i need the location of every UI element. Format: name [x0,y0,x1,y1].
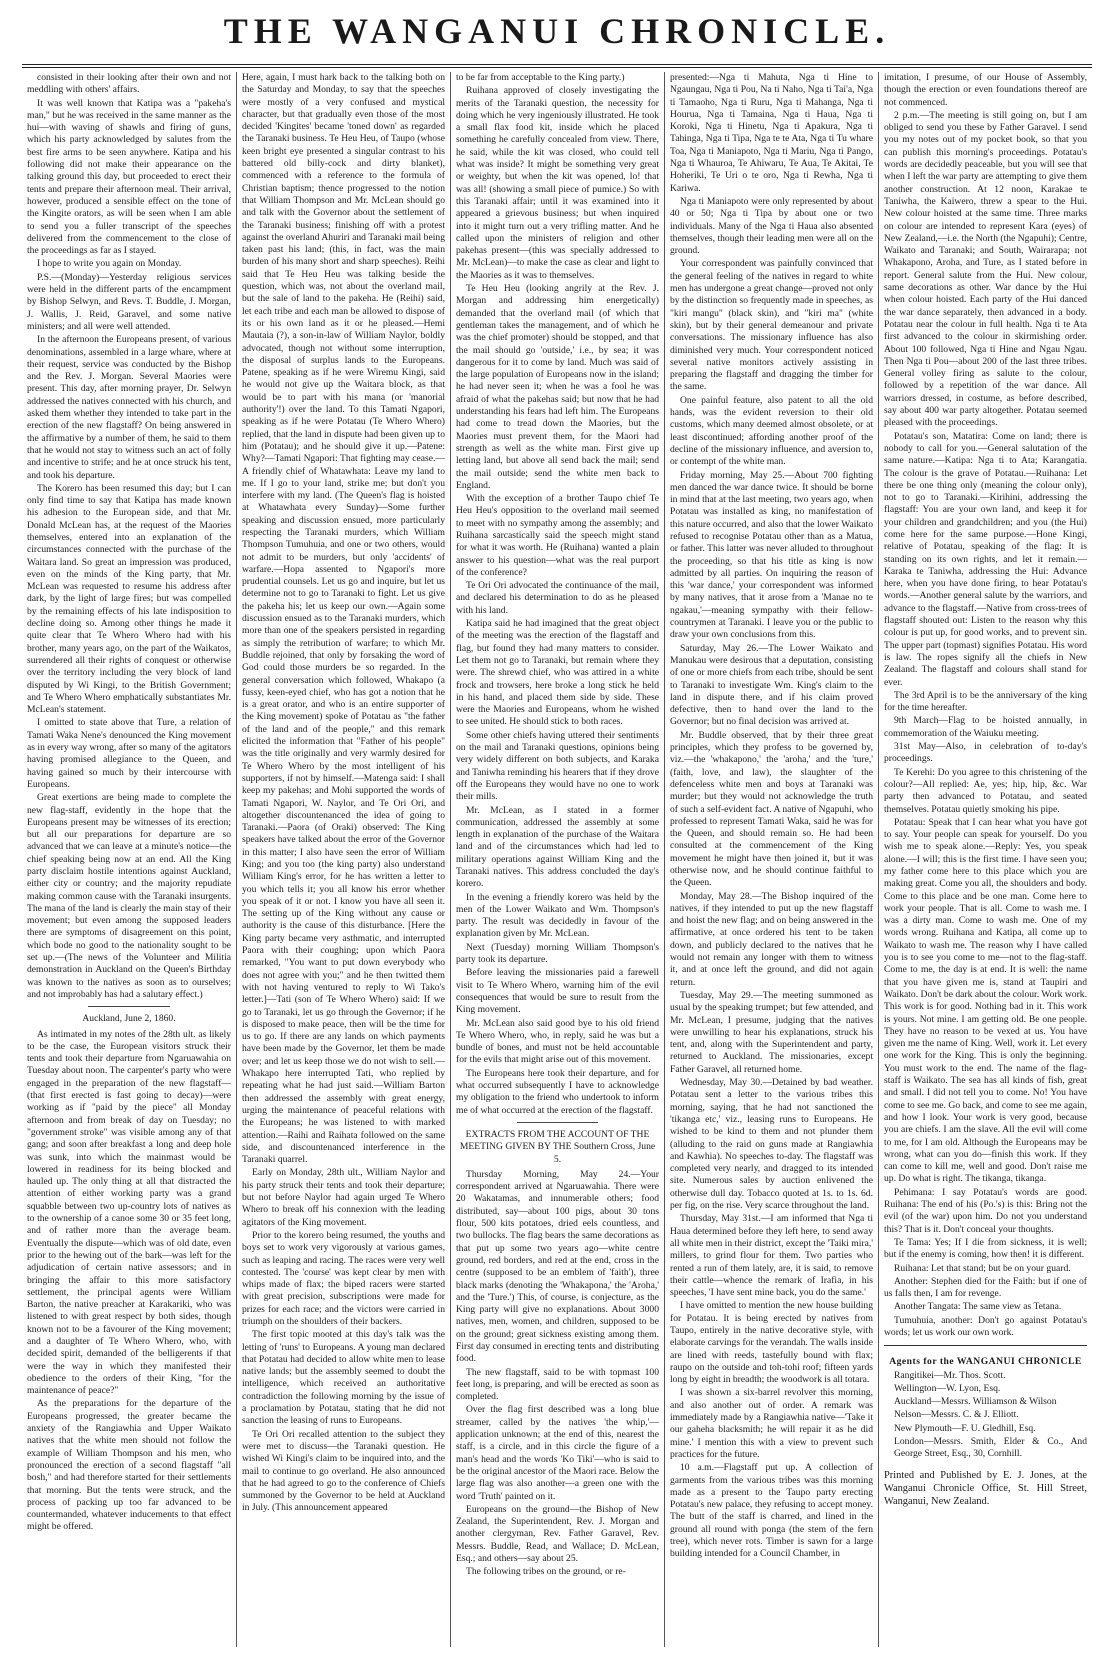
article-paragraph: Te Tama: Yes; If I die from sickness, it is well; but if the enemy is coming, how then! it is different. [884,1236,1087,1261]
masthead [0,10,1114,52]
article-paragraph: Te Ori Ori recalled attention to the subject they were met to discuss—the Taranaki question. He wished Wi Kingi's claim to be inquired into, and the mail to continue to go overland. He also announced that he had agreed to go to the conference of Chiefs summoned by the Governor to be held at Auckland in July. (This announcement appeared [242,1428,445,1514]
article-paragraph: Mr. McLean, as I stated in a former communication, addressed the assembly at some length in explanation of the purchase of the Waitara land and of the circumstances which had led to military operations against William King and the Taranaki natives. This address concluded the day's korero. [456,804,659,890]
article-paragraph: Friday morning, May 25.—About 700 fighting men danced the war dance twice. It should be borne in mind that at the last meeting, two years ago, when Potatau was installed as king, no manifestation of this nature occurred, and also that the lower Waikato refused to recognise Potatau other than as a Matua, or father. This latter was never alluded to throughout the proceeding, so that his title as king is now admitted by all parties. On inquiring the reason of this 'war dance,' your correspondent was informed by many natives, that it arose from a 'Manae no te ngakau,'—meaning sympathy with their fellow-countrymen at Taranaki. I leave you or the public to draw your own conclusions from this. [670,469,873,641]
article-paragraph: Great exertions are being made to complete the new flag-staff, evidently in the hope that the Europeans present may be witnesses of its erection; but all our preparations for departure are so advanced that we can leave at a minute's notice—the chief speaking being now at an end. All the King party disclaim hostile intentions against Auckland, either city or country; and the majority repudiate making common cause with the Taranaki insurgents. The mana of the land is clearly the main stay of their movement; but even among the supposed leaders there are symptoms of disagreement on this point, which bode no good to the nationality sought to be set up.—(The news of the Volunteer and Militia demonstration in Auckland on the Queen's Birthday was known to the natives as soon as to ourselves; and not improbably has had a salutary effect.) [27,792,231,1000]
agent-entry: Wellington—W. Lyon, Esq. [894,1382,1001,1394]
article-paragraph: Another: Stephen died for the Faith: but if one of us falls then, I am for revenge. [884,1275,1087,1300]
article-paragraph: One painful feature, also patent to all the old hands, was the evident reversion to their old customs, which many deemed almost obsolete, or at least discontinued; affording another proof of the decline of the missionary influence, and aversion to, or contempt of the white man. [670,394,873,468]
article-paragraph: As intimated in my notes of the 28th ult. as likely to be the case, the European visitors struck their tents and took their departure from Ngaruawahia on Tuesday about noon. The carpenter's party who were engaged in the preparation of the new flagstaff—(that first erected is fast going to decay)—were working as if "paid by the piece" all Monday afternoon and from break of day on Tuesday; no "government stroke" was visible among any of that gang; and soon after breakfast a long and deep hole was sunk, into which the mainmast would be lowered in readiness for its being blocked and hauled up. The only thing at all that distracted the attention of either working party was a grand squabble between two up-country lots of natives as to the ownership of a canoe some 30 or 35 feet long, and of rather more than the average beam. Eventually the dispute—which was of old date, even prior to the hewing out of the bark—was left for the adjudication of certain native assessors; and in bringing the affair to this more satisfactory settlement, the principal agents were William Barton, the native preacher at Karakariki, who was listened to with great respect by both sides, though known not to be a favourer of the King movement; and a daughter of Te Whero Whero, who, with decided spirit, demanded of the belligerents if that were the way in which they manifested their obedience to the orders of their King, "for the maintenance of peace?" [27,1028,231,1397]
article-paragraph: Early on Monday, 28th ult., William Naylor and his party struck their tents and took their departure; but not before Naylor had again urged Te Whero Whero to break off his connexion with the leading agitators of the King movement. [242,1167,445,1228]
section-divider [517,1122,598,1123]
columns [22,72,1092,1647]
section-divider [88,1006,170,1007]
article-paragraph: Mr. Buddle observed, that by their three great principles, which they profess to be governed by, viz.—the 'whakapono,' the 'aroha,' and the 'ture,' (faith, love, and law), the slaughter of the defenceless white men and boys at Taranaki was murder; but they would not acknowledge the truth of such a self-evident fact. A native of Ngapuhi, who professed to represent Tamati Waka, said he was for the Queen, and should remain so. He had been consulted at the commencement of the King movement he might have then joined it, but it was otherwise now, and he should continue faithful to the Queen. [670,729,873,889]
agent-entry: Rangitikei—Mr. Thos. Scott. [894,1369,1006,1381]
article-paragraph: Tuesday, May 29.—The meeting summoned as usual by the speaking trumpet; but few attended, and Mr. McLean, I presume, judging that the natives were unwilling to hear his explanations, struck his tent, and, along with the Superintendent and party, returned to Auckland. The missionaries, except Father Garavel, all returned home. [670,989,873,1075]
article-paragraph: In the evening a friendly korero was held by the men of the Lower Waikato and Wm. Thompson's party. The result was decidedly in favour of the explanation given by Mr. McLean. [456,891,659,940]
article-paragraph: Te Kerehi: Do you agree to this christening of the colour?—All replied: Ae, yes; hip, hip, &c. War party then advanced to Potatau, and seated themselves. Potatau quietly smoking his pipe. [884,766,1087,815]
article-paragraph: 31st May—Also, in celebration of to-day's proceedings. [884,741,1087,765]
article-paragraph: Katipa said he had imagined that the great object of the meeting was the erection of the flagstaff and flag, but found they had many matters to consider. Let them not go to Taranaki, but remain where they were. The shrewd chief, who was attired in a white frock and trowsers, here broke a long stick he held in his hand, and placed them side by side. These were the Maories and Europeans, whom he wished to see united. He should stick to both races. [456,618,659,728]
article-paragraph: presented:—Nga ti Mahuta, Nga ti Hine to Ngaungau, Nga ti Pou, Na ti Naho, Nga ti Tai'a, Nga ti Tamaoho, Nga ti Ruru, Nga ti Mahanga, Nga ti Hourua, Nga ti Tamaina, Nga ti Haua, Nga ti Koroki, Nga ti Hinetu, Nga ti Apakura, Nga ti Tahinga, Nga ti Tipa, Nga te te Ata, Nga ti Tu whare Toa, Nga ti Maniapoto, Nga ti Mariu, Nga ti Pango, Nga ti Whauroa, Te Ahiwaru, Te Aua, Te Akitai, Te Hoheriki, Te Uri o te oro, Nga ti Rewha, Nga ti Kariwa. [670,72,873,194]
article-paragraph: Ruihana: Let that stand; but be on your guard. [894,1262,1071,1274]
newspaper-title: THE WANGANUI CHRONICLE. [223,11,891,51]
article-paragraph: Monday, May 28.—The Bishop inquired of the natives, if they intended to put up the new flagstaff and hoist the new flag; and on being answered in the affirmative, at once ordered his tent to be taken down, and publicly declared to the natives that he would not remain any longer with them to witness it, and at once left the ground, and did not again return. [670,890,873,988]
article-paragraph: Wednesday, May 30.—Detained by bad weather. Potatau sent a letter to the various tribes this morning, saying, that he had not sanctioned the 'tikanga etc,' viz., leasing runs to Europeans. He wished to be kind to them and not plunder them (alluding to the raid on guns made at Rangiawhia and Kawhia). No speeches to-day. The flagstaff was completed very nearly, and dragged to its intended site. Numerous sales by auction enlivened the otherwise dull day. Tobacco quoted at 1s. to 1s. 6d. per fig, on the rise. Very scarce throughout the land. [670,1077,873,1212]
article-paragraph: Potatau's son, Matatira: Come on land; there is nobody to call for you.—General salutation of the same nature.—Katipa: Nga ti to Ata; Karangatia. The colour is the grave of Potatau.—Ruihana: Let there be one thing only (meaning the colour only), not to go to Taranaki.—Kirihini, addressing the flagstaff: You are your own land, and keep it for your children and grandchildren; and you (the Hui) come here for the same purpose.—Hone Kingi, relative of Potatau, speaking of the flag: It is standing on its own rights, and let it remain.—Karaka te Taniwha, addressing the Hui: Advance here, when you have done firing, to hear Potatau's words.—Another general salute by the warriors, and advance to the flagstaff.—Native from cross-trees of flagstaff shouted out: Listen to the reason why this colour is put up, for good works, and to prevent sin. The upper part (topmast) signifies Potatau. His word is law. The ropes signify all the chiefs in New Zealand. The flagstaff and colours shall stand for ever. [884,430,1087,688]
article-paragraph: Before leaving the missionaries paid a farewell visit to Te Whero Whero, warning him of the evil consequences that would be sure to result from the King movement. [456,967,659,1016]
article-paragraph: Another Tangata: The same view as Tetana. [894,1301,1062,1313]
article-paragraph: Some other chiefs having uttered their sentiments on the mail and Taranaki questions, opinions being very widely different on both subjects, and Karaka and Taniwha reminding his hearers that if they drove off the Europeans they would have no one to work their mills. [456,729,659,803]
article-paragraph: The Korero has been resumed this day; but I can only find time to say that Katipa has made known his adhesion to the European side, and that Mr. Donald McLean has, at the request of the Maories themselves, entered into an explanation of the circumstances connected with the purchase of the Waitara land. So great an impression was produced, even on the minds of the King party, that Mr. McLean was requested to resume his address after dark, by the light of large fires; but was compelled by the remaining effects of his late indisposition to decline doing so. Among other things he made it quite clear that Te Whero Whero had with his brother, many years ago, on the part of the Waikatos, surrendered all their rights of conquest or otherwise over the territory including the very block of land disputed by Wi Kingi, to the British Government; and Te Whero Whero emphatically substantiates Mr. McLean's statement. [27,482,231,716]
agent-entry: Auckland—Messrs. Williamson & Wilson [894,1396,1057,1408]
article-paragraph: Next (Tuesday) morning William Thompson's party took its departure. [456,941,659,966]
section-heading: Auckland, June 2, 1860. [82,1013,176,1025]
article-paragraph: I omitted to state above that Ture, a relation of Tamati Waka Nene's denounced the King movement as in every way wrong, after so many of the agitators having promised allegiance to the Queen, and having gained so much by their intercourse with Europeans. [27,717,231,790]
article-paragraph: Tumuhuia, another: Don't go against Potatau's words; let us work our own work. [884,1314,1087,1338]
column-5 [878,72,1092,1647]
agent-entry: London—Messrs. Smith, Elder & Co., And George Street, Esq., 30, Cornhill. [894,1436,1087,1460]
column-2 [236,72,450,1647]
article-paragraph: Your correspondent was painfully convinced that the general feeling of the natives in regard to white men has undergone a great change—proved not only by the distinction so frequently made in speeches, as "kiri mangu" (black skin), and "kiri ma" (white skin), but by their general demeanour and private conversations. The missionary influence has also diminished very much. Your correspondent noticed several native monitors actively assisting in preparing the flagstaff and dragging the timber for the same. [670,258,873,393]
column-3 [450,72,664,1647]
article-paragraph: I was shown a six-barrel revolver this morning, and also another out of order. A remark was immediately made by a Rangiawhia native—'Take it our gaheha blacksmith; he will repair it as he did mine.' I mention this with a view to prevent such practices for the future. [670,1387,873,1460]
masthead-rule-double [22,67,1092,68]
article-paragraph: The Europeans here took their departure, and for what occurred subsequently I have to acknowledge my obligation to the friend who undertook to inform me of what occurred at the erection of the flagstaff. [456,1067,659,1116]
article-paragraph: Over the flag first described was a long blue streamer, called by the natives 'the whip,'—application unknown; at the end of this, nearest the staff, is a circle, and in this circle the figure of a man's head and the words 'Ko Tiki'—who is said to be the original ancestor of the Maori race. Below the large flag was also another—a green one with the word 'Truth' painted on it. [456,1404,659,1502]
article-paragraph: Saturday, May 26.—The Lower Waikato and Manukau were desirous that a deputation, consisting of one or more chiefs from each tribe, should be sent to Taranaki to investigate Wm. King's claim to the land in dispute there, and if his claim proved defective, then to hand over the land to the Governor; but no final decision was arrived at. [670,642,873,728]
column-4 [664,72,878,1647]
agents-title: Agents for the WANGANUI CHRONICLE [889,1356,1082,1368]
article-paragraph: The following tribes on the ground, or re- [466,1566,626,1578]
article-paragraph: Nga ti Maniapoto were only represented by about 40 or 50; Nga ti Tipa by about one or two individuals. Many of the Nga ti Haua also absented themselves, though their leading men were all on the ground. [670,195,873,257]
article-paragraph: Here, again, I must hark back to the talking both on the Saturday and Monday, to say that the speeches were mostly of a very confused and mystical character, but that gradually even those of the most decided 'Kingites' became 'toned down' as regarded the Taranaki business. Te Heu Heu, of Taupo (whose keen bright eye presented a singular contrast to his battered old billy-cock and dirty blanket), commenced with a reference to the formula of Christian baptism; thence progressed to the notion that William Thompson and Mr. McLean should go and talk with the Governor about the settlement of the Taranaki business; finishing off with a protest against the overland Ahuriri and Taranaki mail being taken past his land; (this, in fact, was the main burden of his many short and sharp speeches). Reihi said that Te Heu Heu was talking beside the question, which was, not about the overland mail, but the sale of land to the pakeha. He (Reihi) said, let each tribe and each man be allowed to dispose of its or his own land as it or he pleased.—Hemi Mautaia (?), a son-in-law of William Naylor, boldly advocated, though not without some interruption, the disposal of surplus lands to the Europeans. Patene, speaking as if he were Wiremu Kingi, said he would not give up the Waitara block, as that would be to part with his mana (or 'manorial authority'!) over the land. To this Tamati Ngapori, speaking as if he were Potatau (Te Whero Whero) replied, that the land in dispute had been given up to him (Potatau); and he should give it up.—Patene: Why?—Tamati Ngapori: That fighting may cease.—A friendly chief of Whatawhata: Leave my land to me. If I go to your land, strike me; but don't you interfere with my land. (The Queen's flag is hoisted at Whatawhata every Sunday)—Some further speaking and discussion ensued, more particularly respecting the Taranaki murders, which William Thompson Tumuhuia, and one or two others, would not admit to be murders, but only 'accidents' of warfare.—Hopa assented to Ngapori's more prudential counsels. Let us go and inquire, but let us determine not to go to Taranaki to fight. Let us give the pakeha his; let us keep our own.—Again some discussion ensued as to the Taranaki murders, which more than one of the speakers persisted in regarding as simply the retribution of warfare; to which Mr. Buddle rejoined, that only by forsaking the word of God could those murders be so regarded. In the general conversation which followed, Whakapo (a fussy, keen-eyed chief, who has got a notion that he is a great orator, and who is an entire supporter of the King movement) spoke of Potatau as "the father of the land and of the people," and this remark elicited the information that "Father of his people" was the title originally and very warmly desired for Te Whero Whero by the most intelligent of his supporters, if not by himself.—Matenga said: I shall keep my pakehas; and Mohi supported the words of Tamati Ngapori, W. Naylor, and Te Ori Ori, and altogether discountenanced the idea of going to Taranaki.—Paora (of Oraki) observed: The King speakers have talked about the error of the Governor in this matter; I also have seen the error of William King; and you too (the king party) also understand William King's error, for he has written a letter to you which tells it; you all know his error whether you speak of it or not. I know you have all seen it. The setting up of the King without any cause or authority is the cause of this disturbance. [Here the King party became very asthmatic, and interrupted Paora with their coughing; upon which Paora remarked, "You want to put down everybody who does not agree with you;" and he then twitted them with not having ventured to reply to Wi Tako's letter.]—Tati (son of Te Whero Whero) said: If we go to Taranaki, let us go through the Governor; if he is disposed to make peace, then will be the time for us to go. If there are any lands on which payments have been made by the Governor, let them be made over; and let us keep those we do not wish to sell.—Whakapo here interrupted Tati, who replied by repeating what he had just said.—William Barton then addressed the assembly with great energy, urging the maintenance of peaceful relations with the Europeans; he was listened to with marked attention.—Raihi and Raihata followed on the same side, and discountenanced interference in the Taranaki quarrel. [242,72,445,1166]
article-paragraph: to be far from acceptable to the King party.) [456,72,625,83]
article-paragraph: 2 p.m.—The meeting is still going on, but I am obliged to send you these by Father Garavel. I send you my notes out of my pocket book, so that you can publish this morning's proceedings. Potatau's words are decidedly peaceable, but you will see that when I left the war party are attempting to give them another construction. At 12 noon, Karakae te Taniwha, the Kaiwero, threw a spear to the Hui. New colour hoisted at the same time. Three marks on colour are intended to represent Kara (eyes) of New Zealand,—i.e. the North (the Ngapuhi); Centre, Waikato and Taranaki; and South, Wairarapa; not Whakapono, Aroha, and Ture, as I stated before in report. General salute from the Hui. New colour, same decorations as other. War dance by the Hui when colour hoisted. Each party of the Hui danced the war dance separately, then advanced in a body. Potatau near the colour in full health. Nga ti te Ata first advanced to the colour in skirmishing order. About 100 followed, Nga ti Hine and Ngau Ngau. Then Nga ti Pou—about 200 of the last three tribes. General volley firing as salute to the colour, followed by a repetition of the war dance. All warriors dressed, in costume, as before described, say about 400 war party altogether. Potatau seemed pleased with the proceedings. [884,109,1088,429]
article-paragraph: Europeans on the ground—the Bishop of New Zealand, the Superintendent, Rev. J. Morgan and another clergyman, Rev. Father Garavel, Rev. Messrs. Buddle, Read, and Wallace; D. McLean, Esq.; and others—say about 25. [456,1503,659,1565]
printer-imprint: Printed and Published by E. J. Jones, at the Wanganui Chronicle Office, St. Hill Street, Wanganui, New Zealand. [884,1469,1087,1507]
agents-box [884,1345,1087,1507]
article-paragraph: Te Heu Heu (looking angrily at the Rev. J. Morgan and addressing him energetically) demanded that the overland mail (of which that gentleman takes the management, and of which he was the chief promoter) should be stopped, and that the mail should go 'outside,' i.e., by sea; it was dangerous for it to come by land. Much was said of the large population of Europeans now in the island; he had never seen it; when he was a fool he was afraid of what the pakehas said; but now that he had understanding his fears had left him. The Europeans had come to tread down the Maories, but the Maories must prevent them, for the Maori had strength as well as the white man. First give up letting land, but above all send back the mail; send the mail outside; send the white men back to England. [456,283,659,491]
article-paragraph: consisted in their looking after their own and not meddling with others' affairs. [27,72,231,96]
article-paragraph: I have omitted to mention the new house building for Potatau. It is being erected by natives from Taupo, entirely in the native decorative style, with elaborate carvings for the verandah. The walls inside are lined with reeds, tastefully bound with flax; raupo on the outside and toh-tohi roof; fifteen yards long by eight in breadth; the woodwork is all totara. [670,1300,873,1386]
article-paragraph: It was well known that Katipa was a "pakeha's man," but he was received in the same manner as the hui—with waving of shawls and firing of guns, which his party acknowledged by salutes from the best fire arms to be seen anywhere. Katipa and his following did not make their appearance on the talking ground this day, but proceeded to erect their tents and prepare their afternoon meal. Their arrival, however, produced a sensible effect on the tone of the Kingite orators, as will be seen when I am able to send you a fuller transcript of the speeches delivered from the commencement to the close of the proceedings as far as I stayed. [27,97,231,257]
article-paragraph: 9th March—Flag to be hoisted annually, in commemoration of the Waiuku meeting. [884,715,1087,739]
article-paragraph: Thursday Morning, May 24.—Your correspondent arrived at Ngaruawahia. There were 20 Wakatamas, and innumerable others; food distributed, say—about 100 pigs, about 30 tons flour, 500 kits potatoes, dried eels countless, and two bullocks. The flag bears the same decorations as that put up some two years ago—white centre ground, red borders, and red at the end, cross in the centre (supposed to be an emblem of 'faith'), three black marks (denoting the 'Whakapona,' the 'Aroha,' and the 'Ture.') This, of course, is conjecture, as the King party will give no explanations. About 3000 natives, men, women, and children, supposed to be on the ground; great sickness existing among them. First day consumed in erecting tents and distributing food. [456,1168,659,1365]
article-paragraph: 10 a.m.—Flagstaff put up. A collection of garments from the various tribes was this morning made as a present to the Taupo party erecting Potatau's new palace, they refusing to accept money. The butt of the staff is charred, and lined in the ground all round with ponga (the stem of the fern tree), which never rots. Timber is sawn for a large building intended for a Council Chamber, in [670,1462,873,1560]
article-paragraph: Pehimana: I say Potatau's words are good. Ruihana: The end of his (Po.'s) is this: Bring not the evil (of the war) upon him. Do not you understand this? That is it. Don't conceal your thoughts. [884,1186,1087,1235]
article-paragraph: With the exception of a brother Taupo chief Te Heu Heu's opposition to the overland mail seemed to meet with no sympathy among the assembly; and Ruihana sarcastically said the speech might stand for what it was worth. He (Ruihana) wanted a plain answer to his question—what was the real purport of the conference? [456,493,659,578]
masthead-rule [22,64,1092,65]
article-paragraph: The 3rd April is to be the anniversary of the king for the time hereafter. [884,689,1087,714]
article-paragraph: The first topic mooted at this day's talk was the letting of 'runs' to Europeans. A young man declared that Potatau had decided to allow white men to lease native lands; but the assembly seemed to doubt the intelligence, which received an authoritative contradiction the following morning by the issue of a proclamation by Potatau, stating that he did not sanction the leasing of runs to Europeans. [242,1329,445,1427]
article-paragraph: Thursday, May 31st.—I am informed that Nga ti Haua determined before they left here, to send away all white men in their district, except the 'Taiki mira,' millers, to grind flour for them. Two parties who rented a run of them lately, are, it is said, to remove their cattle—whence the remark of Irafia, in his speeches, 'I have sent mine back, you do the same.' [670,1213,873,1299]
article-paragraph: I hope to write you again on Monday. [37,258,182,270]
article-paragraph: Ruihana approved of closely investigating the merits of the Taranaki question, the necessity for doing which he very ingeniously illustrated. He took a small flax food kit, inside which he placed something he carefully concealed from view. There, he said, while the kit was closed, who could tell what was inside? It might be something very great or weighty, but when the kit was opened, lo! that was all! (showing a small piece of pumice.) So with this Taranaki affair; until it was examined into it appeared a grievous business; but when inquired into it might turn out a very trifling matter. And he called upon the ministers of religion and other pakehas present—(this was specially addressed to Mr. McLean)—to make the case as clear and light to the Maories as it was to themselves. [456,85,659,281]
article-paragraph: The new flagstaff, said to be with topmast 100 feet long, is preparing, and will be erected as soon as completed. [456,1366,660,1403]
article-paragraph: Te Ori Ori advocated the continuance of the mail, and declared his determination to do as he pleased with his land. [456,580,659,616]
column-1 [22,72,236,1647]
article-paragraph: imitation, I presume, of our House of Assembly, though the erection or even foundations thereof are not commenced. [884,72,1087,108]
article-paragraph: In the afternoon the Europeans present, of various denominations, assembled in a large whare, where at their request, service was conducted by the Bishop and the Rev. J. Morgan. Several Maories were present. This day, after morning prayer, Dr. Selwyn addressed the natives connected with his church, and asked them whether they intended to take part in the erection of the new flagstaff? On being answered in the affirmative by a number of them, he said to them that he would not stay to witness such an act of folly and incentive to strife; and he at once struck his tent, and took his departure. [27,334,231,481]
agent-entry: New Plymouth—F. U. Gledhill, Esq. [894,1422,1036,1434]
article-paragraph: Prior to the korero being resumed, the youths and boys set to work very vigorously at various games, such as leaping and racing. The races were very well contested. The 'course' was kept clear by men with whips made of flax; the biped racers were started with great precision, subscriptions were made for prizes for each race; and the victors were carried in triumph on the shoulders of their backers. [242,1229,445,1327]
section-heading: EXTRACTS FROM THE ACCOUNT OF THE MEETING GIVEN BY THE Southern Cross, June 5. [459,1128,656,1165]
article-paragraph: Mr. McLean also said good bye to his old friend Te Whero Whero, who, in reply, said he was but a bundle of bones, and must not be held accountable for the evils that might arise out of this movement. [456,1017,659,1066]
article-paragraph: P.S.—(Monday)—Yesterday religious services were held in the different parts of the encampment by Bishop Selwyn, and Revs. T. Buddle, J. Morgan, J. Wallis, J. Reid, Garavel, and some native ministers; and all were well attended. [27,271,231,332]
article-paragraph: Potatau: Speak that I can hear what you have got to say. Your people can speak for yourself. Do you wish me to speak alone.—Reply: Yes, you speak alone.—I will; this is the first time. I have seen you; my father come here to this place which you are making great. Come you all, the shoulders and body. Come to this place and be one man. Come here to work your people. That is all. Come to wash me. I was a dirty man. Come to wash me. One of my words wrong. Ruihana and Katipa, all come up to Waikato to wash me. The reason why I have called you is to see you come to me—not to the flag-staff. Come to me, the day is at end. It is well: the name that you have given me is, stand at Taupiri and Waikato. Don't be dark about the colour. Work work. This work is for good. Nothing bad in it. This work is yours. Not mine. I am getting old. Be one people. They have no reason to be vexed at us. You have given me the name of King. Well, work it. Let every one work for the King. This is only the beginning. You must work to the end. The name of the flag-staff is Waikato. The sea has all kinds of fish, great and small. I did not tell you to come. No! You have come to see me. Go back, and come to see me again, and how I look. Your work is very good, because you are chiefs. I am the slave. All the evil will come to me, for I am old. Although the Europeans may be wrong, what can you do—finish this work. If they can come to kill me, well and good. Don't raise me up. Do what is right. The tikanga, tikanga. [884,816,1087,1185]
agent-entry: Nelson—Messrs. C. & J. Elliott. [894,1409,1019,1421]
article-paragraph: As the preparations for the departure of the Europeans progressed, the greater became the anxiety of the Rangiawhia and Upper Waikato natives that the white men should not follow the example of William Thompson and his men, who pronounced the erection of a second flagstaff "all bosh," and had therefore started for their settlements that morning. But the tents were struck, and the process of packing up too far advanced to be countermanded, whatever inducements to that effect might be offered. [27,1398,231,1533]
